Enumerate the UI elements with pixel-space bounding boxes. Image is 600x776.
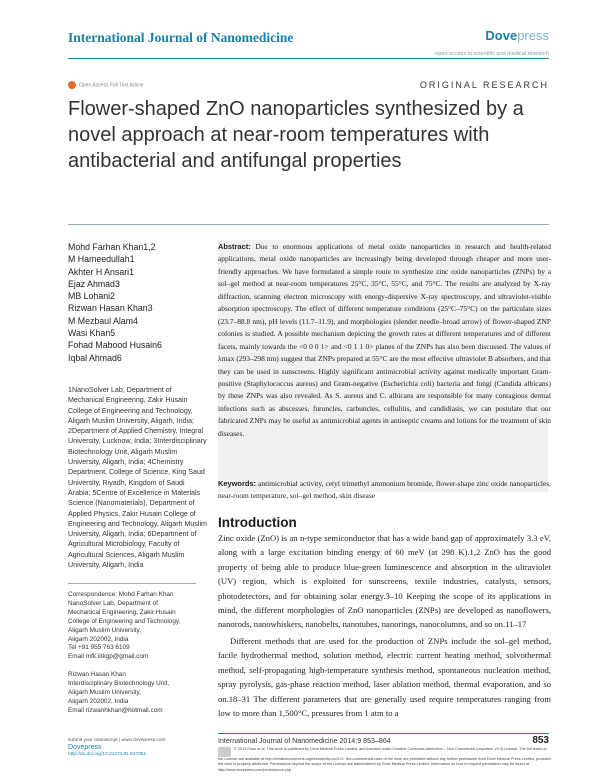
author: Wasi Khan5 [68,328,116,339]
correspondence [68,591,208,716]
brand-light: press [517,28,549,43]
intro-paragraph-1: Zinc oxide (ZnO) is an n-type semiconductor that has a wide band gap of approximately 3.3 eV, along with a large excitation binding energy of 60 meV (at 298 K).1,2 ZnO has the good property of being able to produce blue-green luminescence and absorption in the ultraviolet (UV) region, which is exploited for sunscreens, textile industries, catalysts, sensors, photodetectors, and for obtaining solar energy.3–10 Keeping the scope of its applications in mind, the different morphologies of ZnO nanoparticles (ZNPs) are developed as nanoflowers, nanorods, nanowhiskers, nanobelts, nanotubes, nanorings, nanocolumns, and so on.11–17 [218,533,551,630]
publisher-tagline: open access to scientific and medical research [435,51,549,57]
article-title: Flower-shaped ZnO nanoparticles synthesized by a novel approach at near-room temperatures with antibacterial and antifungal properties [68,98,524,172]
submit-link[interactable]: submit your manuscript | www.dovepress.com [68,738,166,743]
corr-line: Rizwan Hasan Khan [68,671,126,679]
footer-left [68,737,208,758]
dovepress-logo: Dovepress [68,744,102,751]
journal-name: International Journal of Nanomedicine [68,30,294,45]
corr-line: Correspondence: Mohd Farhan Khan [68,591,174,598]
affiliation-rule [68,583,196,584]
keywords-text: antimicrobial activity, cetyl trimethyl ammonium bromide, flower-shape zinc oxide nanoparticles, near-room temperature, sol–gel method, skin disease [218,479,552,501]
page-number: 853 [532,735,549,746]
corr-line: Aligarh 202002, India [68,697,129,705]
corr-line: Mechanical Engineering, Zakir Husain [68,608,176,616]
author: Mohd Farhan Khan1,2 [68,242,156,252]
corr-line: Aligarh Muslim University, [68,688,142,696]
author-list [68,241,208,364]
publisher-logo [485,28,549,43]
author: Rizwan Hasan Khan3 [68,303,153,314]
abstract-label: Abstract: [218,242,251,251]
open-access-text: Open Access Full Text Article [79,82,144,89]
corr-line: Aligarh 202002, India [68,635,129,643]
corr-email[interactable]: Email rizwanhkhan@hotmail.com [68,706,163,714]
corr-spacer [68,662,208,671]
author: Fohad Mabood Husain6 [68,340,162,351]
license-text: © 2014 Khan et al. This work is published by Dove Medical Press Limited, and licensed under Creative Commons Attribution – Non Commercial (unported, v3.0) License. The full terms of the License are available at http://creativecommons.org/licenses/by-nc/3.0/. Non-commercial uses of the work are permitted without any further permission from Dove Medical Press Limited, provided the work is properly attributed. Permissions beyond the scope of the License are administered by Dove Medical Press Limited. Information on how to request permission may be found at: http://www.dovepress.com/permissions.php [218,747,551,772]
abstract [218,241,551,440]
footer-citation: International Journal of Nanomedicine 2014:9 853–864 [218,737,391,745]
footer-rule [218,733,549,734]
corr-email[interactable]: Email mfk.iitkgp@gmail.com [68,653,149,661]
abstract-text: Due to enormous applications of metal oxide nanoparticles in research and health-related applications, metal oxide nanoparticles are increasingly being developed through cheaper and more user-friendly approaches. We have formulated a simple route to synthesize zinc oxide nanoparticles (ZNPs) by a sol–gel method at near-room temperatures 25°C, 35°C, 55°C, and 75°C. The results are analyzed by X-ray diffraction, scanning electron microscopy with energy-dispersive X-ray spectroscopy, and ultraviolet-visible absorption spectroscopy. The effect of different temperature conditions (25°C–75°C) on the particulate sizes (23.7–88.8 nm), pH levels (11.7–11.9), and morphologies (slender needle–broad arrow) of flower-shaped ZNP colonies is studied. A possible mechanism depicting the growth rates at different temperatures and of different facets, mainly towards the <0 0 0 1> and <0 1 1 0> planes of the ZNPs has also been discussed. The values of λmax (293–298 nm) suggest that ZNPs prepared at 55°C are the most effective ultraviolet B absorbers, and that they can be used in sunscreens. Highly significant antimicrobial activity against medically important Gram-positive (Staphylococcus aureus) and Gram-negative (Escherichia coli) bacteria and fungi (Candida albicans) by these ZNPs was also revealed. As S. aureus and C. albicans are responsible for many contagious dermal infections such as abscesses, furuncles, carbuncles, cellulitis, and candidiasis, we can postulate that our fabricated ZNPs may be useful as antimicrobial agents in antiseptic creams and lotions for the treatment of skin diseases. [218,242,551,438]
creative-commons-icon [218,747,231,757]
corr-line: NanoSolver Lab, Department of [68,599,158,607]
journal-header [68,28,549,50]
keywords [218,478,551,503]
author: MB Lohani2 [68,291,115,302]
author: M Hameedullah1 [68,254,135,265]
intro-paragraph-2: Different methods that are used for the production of ZNPs include the sol–gel method, facile hydrothermal method, solution method, electric current heating method, solvothermal method, self-propagating high-temperature synthesis method, spontaneous nucleation method, spray pyrolysis, gas-phase reaction method, laser ablation method, thermal evaporation, and so on.18–31 The different parameters that are generally used require temperatures ranging from low to more than 1,500°C, pressures from 1 atm to a [218,636,551,719]
corr-line: College of Engineering and Technology, [68,617,181,625]
title-rule [68,224,549,225]
corr-line: Interdisciplinary Biotechnology Unit, [68,680,170,688]
header-rule [68,58,549,59]
open-access-icon [68,81,76,89]
author: Ejaz Ahmad3 [68,278,120,289]
corr-line: Tel +91 955 763 6109 [68,644,130,652]
article-type: ORIGINAL RESEARCH [419,80,549,90]
license-notice [218,747,551,773]
author: Akhter H Ansari1 [68,266,135,277]
section-heading: Introduction [218,515,297,530]
open-access-label [68,81,143,89]
doi-link[interactable]: http://dx.doi.org/10.2147/IJN.S47351 [68,752,147,757]
author: Iqbal Ahmad6 [68,352,122,363]
affiliations: 1NanoSolver Lab, Department of Mechanical Engineering, Zakir Husain College of Engineering and Technology, Aligarh Muslim University, Aligarh, India; 2Department of Applied Chemistry, Integral University, Lucknow, India; 3Interdisciplinary Biotechnology Unit, Aligarh Muslim University, Aligarh, India; 4Chemistry Department, College of Science, King Saud University, Riyadh, Kingdom of Saudi Arabia; 5Centre of Excellence in Materials Science (Nanomaterials), Department of Applied Physics, Zakir Husain College of Engineering and Technology, Aligarh Muslim University, Aligarh, India; 6Department of Agricultural Microbiology, Faculty of Agricultural Sciences, Aligarh Muslim University, Aligarh, India [68,386,207,570]
author: M Mezbaul Alam4 [68,315,138,326]
corr-line: Aligarh Muslim University, [68,626,142,634]
brand-main: Dove [485,28,518,43]
keywords-label: Keywords: [218,479,257,488]
